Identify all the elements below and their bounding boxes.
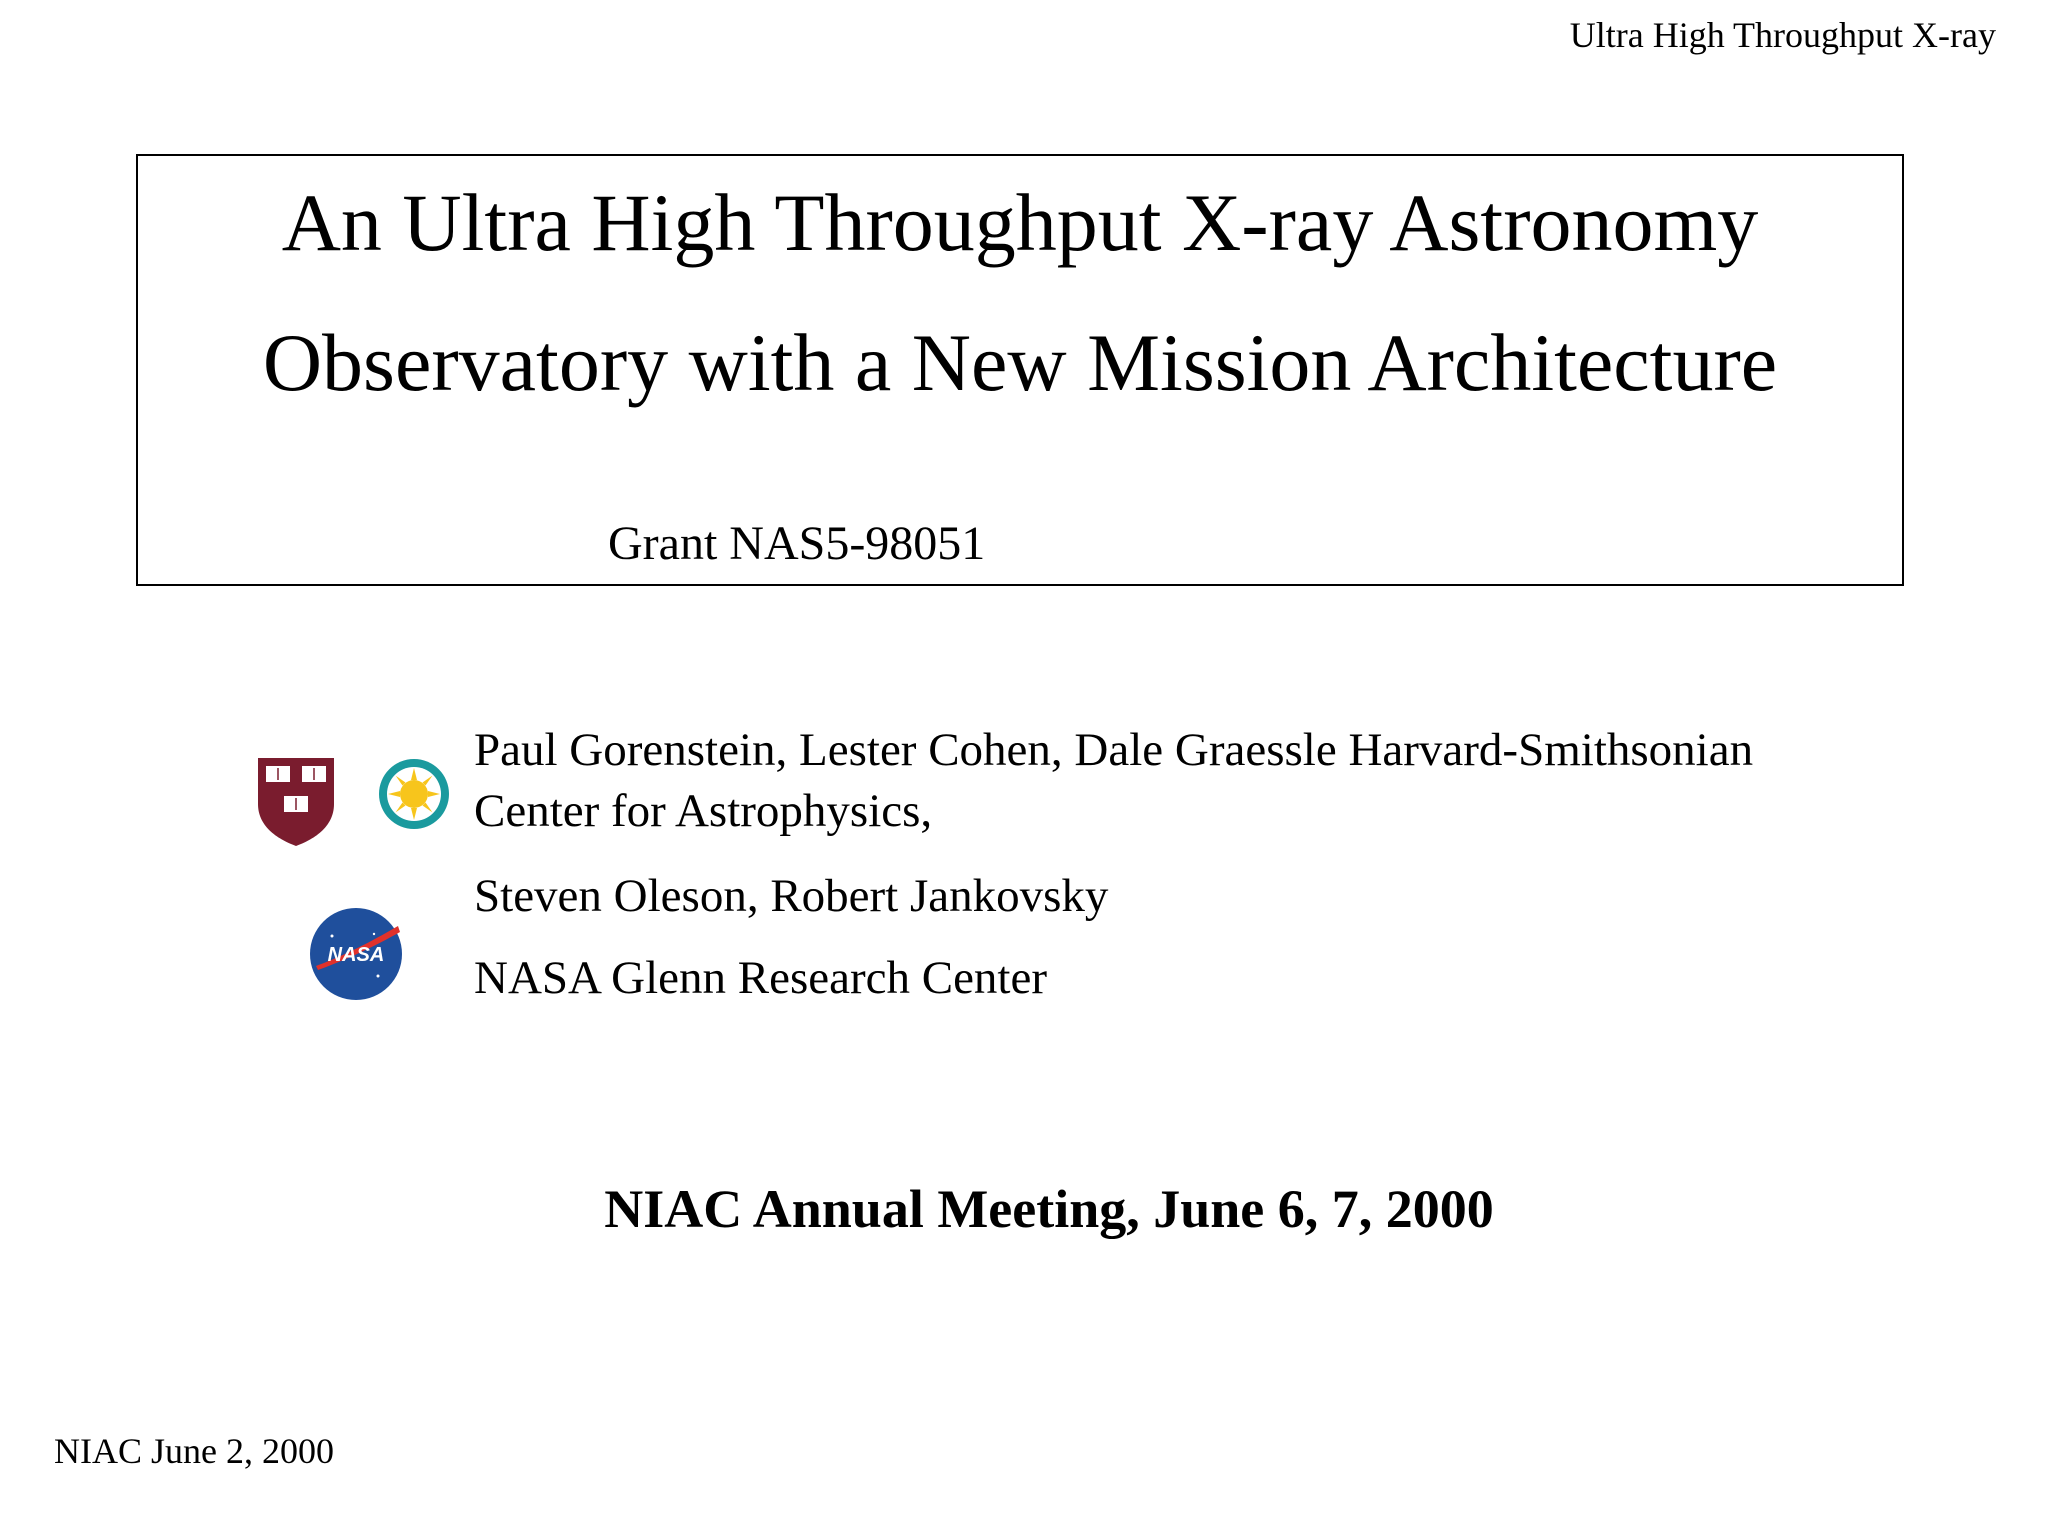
authors-cfa-line-2: Center for Astrophysics, — [474, 785, 933, 838]
title-box — [136, 154, 1904, 586]
authors-nasa: Steven Oleson, Robert Jankovsky — [474, 870, 1109, 922]
title-line-2: Observatory with a New Mission Architecture — [262, 317, 1778, 408]
running-header: Ultra High Throughput X-ray — [1569, 15, 1996, 55]
nasa-meatball-icon — [308, 906, 404, 1002]
affiliation-nasa-glenn: NASA Glenn Research Center — [474, 952, 1047, 1004]
meeting-title: NIAC Annual Meeting, June 6, 7, 2000 — [604, 1179, 1494, 1239]
authors-cfa-line-1: Paul Gorenstein, Lester Cohen, Dale Graessle Harvard-Smithsonian — [474, 724, 1754, 776]
grant-number: Grant NAS5-98051 — [608, 517, 986, 570]
nasa-logo-text: NASA — [327, 944, 385, 966]
title-line-1: An Ultra High Throughput X-ray Astronomy — [281, 177, 1759, 268]
harvard-shield-icon — [256, 756, 336, 848]
smithsonian-sun-icon — [378, 758, 450, 830]
footer-date: NIAC June 2, 2000 — [54, 1431, 334, 1471]
authors-cfa — [474, 720, 1753, 842]
